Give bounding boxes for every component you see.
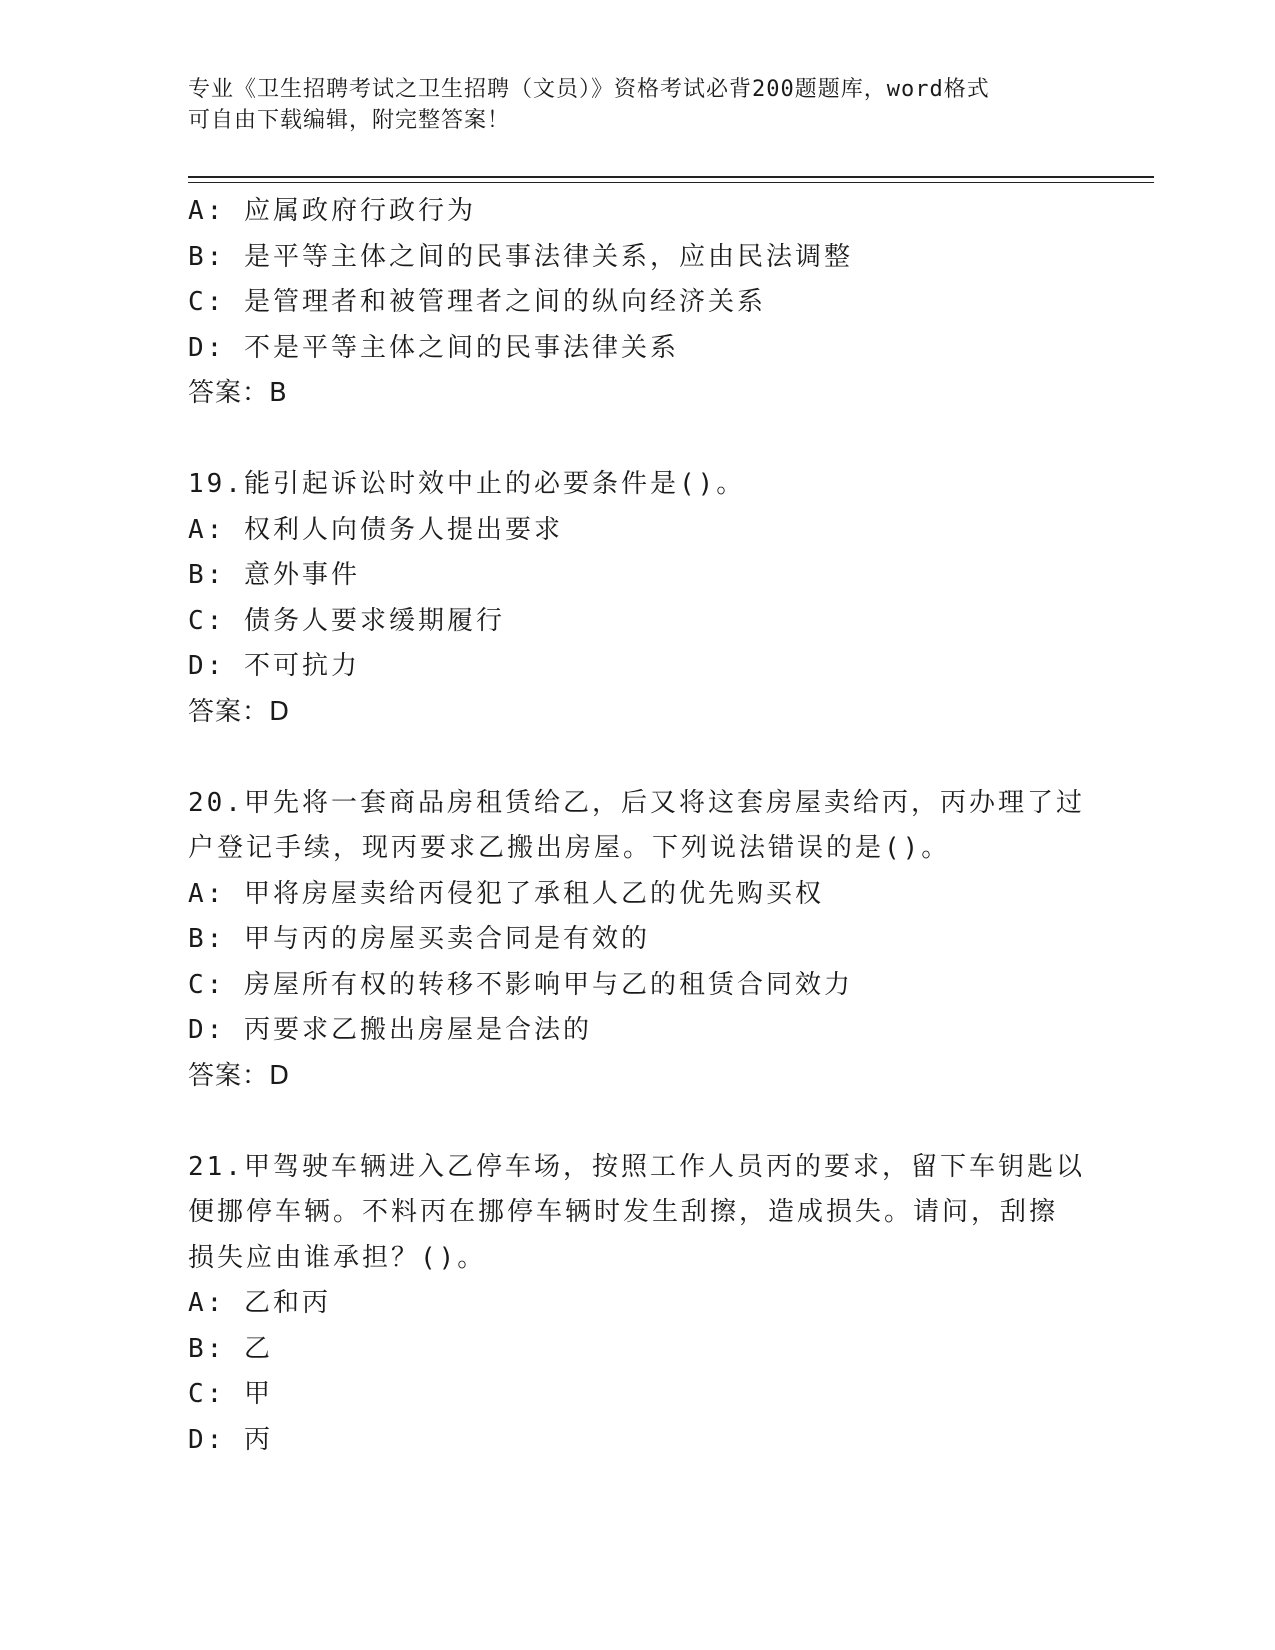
option-b: B: 意外事件 [188, 560, 360, 590]
option-c: C: 是管理者和被管理者之间的纵向经济关系 [188, 287, 766, 317]
header-divider-thin [188, 182, 1154, 183]
option-b: B: 是平等主体之间的民事法律关系，应由民法调整 [188, 241, 853, 272]
answer: 答案：B [188, 378, 288, 408]
question-19 [188, 462, 1148, 735]
document-header [188, 74, 1068, 136]
header-subtitle-line: 可自由下载编辑，附完整答案！ [188, 108, 511, 133]
question-stem: 19.能引起诉讼时效中止的必要条件是()。 [188, 469, 746, 499]
question-18 [188, 189, 1148, 417]
header-divider-thick [188, 176, 1154, 178]
option-d: D: 不可抗力 [188, 651, 360, 681]
question-stem: 便挪停车辆。不料丙在挪停车辆时发生刮擦，造成损失。请问，刮擦 [188, 1197, 1059, 1227]
question-list [188, 189, 1148, 1463]
option-a: A: 权利人向债务人提出要求 [188, 514, 563, 545]
header-title-line: 专业《卫生招聘考试之卫生招聘（文员）》资格考试必背200题题库，word格式 [188, 77, 990, 102]
question-stem: 21.甲驾驶车辆进入乙停车场，按照工作人员丙的要求，留下车钥匙以 [188, 1151, 1085, 1182]
question-stem: 20.甲先将一套商品房租赁给乙，后又将这套房屋卖给丙，丙办理了过 [188, 787, 1085, 818]
option-c: C: 债务人要求缓期履行 [188, 605, 505, 636]
option-d: D: 丙要求乙搬出房屋是合法的 [188, 1015, 592, 1045]
option-b: B: 甲与丙的房屋买卖合同是有效的 [188, 924, 650, 954]
option-a: A: 乙和丙 [188, 1288, 331, 1318]
question-21 [188, 1145, 1148, 1464]
answer: 答案：D [188, 696, 291, 727]
question-stem: 户登记手续，现丙要求乙搬出房屋。下列说法错误的是()。 [188, 833, 951, 863]
question-stem: 损失应由谁承担？()。 [188, 1242, 487, 1273]
option-a: A: 甲将房屋卖给丙侵犯了承租人乙的优先购买权 [188, 878, 824, 909]
option-c: C: 甲 [188, 1379, 273, 1409]
option-d: D: 不是平等主体之间的民事法律关系 [188, 332, 679, 363]
option-c: C: 房屋所有权的转移不影响甲与乙的租赁合同效力 [188, 969, 853, 1000]
option-a: A: 应属政府行政行为 [188, 196, 476, 226]
option-d: D: 丙 [188, 1424, 273, 1455]
question-20 [188, 781, 1148, 1100]
answer: 答案：D [188, 1060, 291, 1091]
option-b: B: 乙 [188, 1333, 273, 1364]
